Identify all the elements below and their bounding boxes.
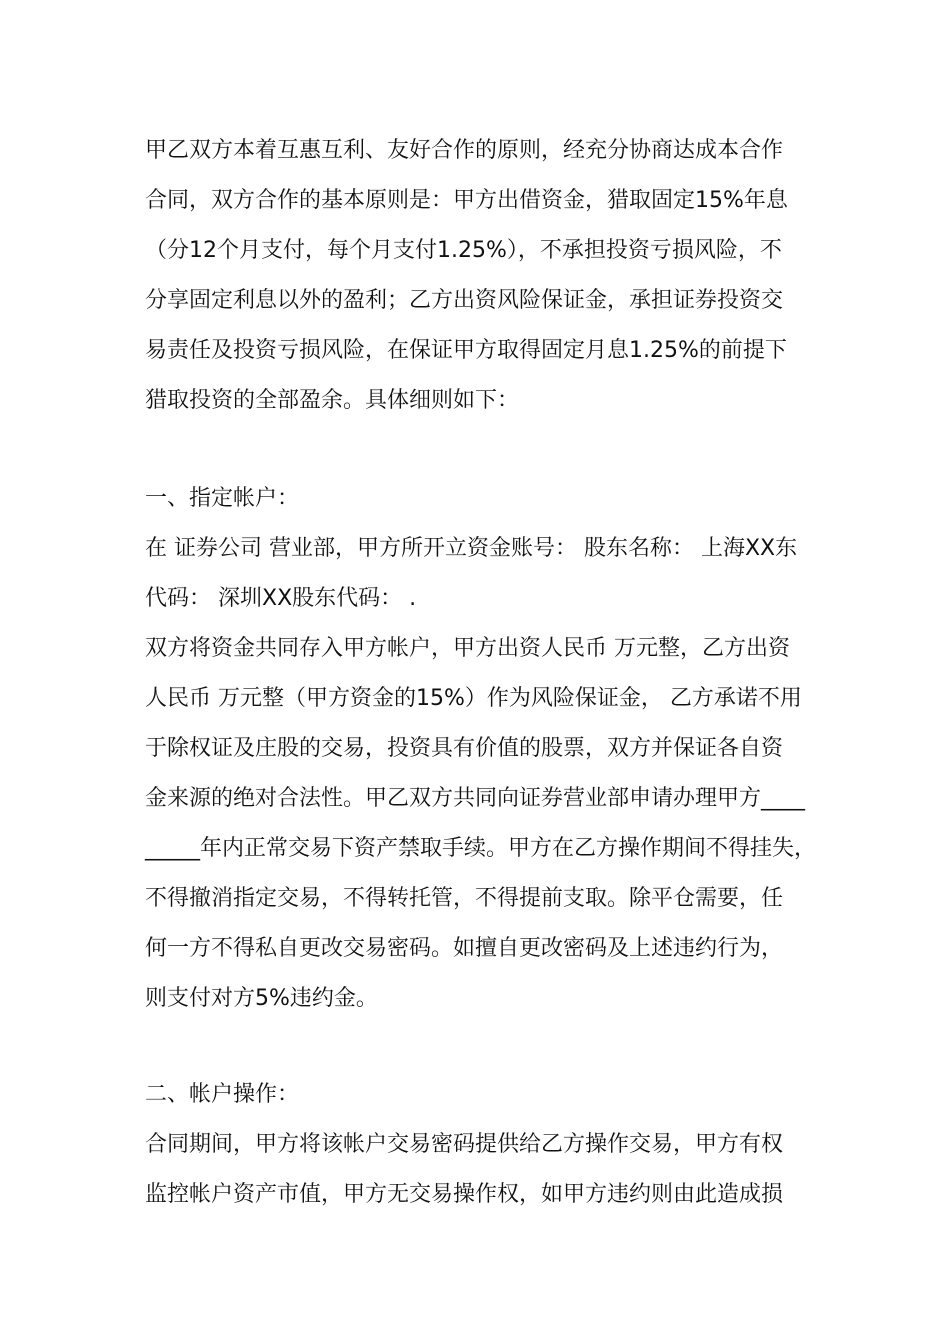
section-heading: 二、帐户操作： — [145, 1082, 300, 1107]
text-line: 双方将资金共同存入甲方帐户，甲方出资人民币 万元整，乙方出资 — [145, 636, 790, 661]
text-line: 在 证券公司 营业部，甲方所开立资金账号： 股东名称： 上海XX东 — [145, 536, 798, 561]
text-line: 分享固定利息以外的盈利；乙方出资风险保证金，承担证券投资交 — [145, 288, 784, 313]
text-line: 合同，双方合作的基本原则是：甲方出借资金，猎取固定15%年息 — [145, 188, 788, 213]
text-line: 甲乙双方本着互惠互利、友好合作的原则，经充分协商达成本合作 — [145, 138, 784, 163]
text-line: 人民币 万元整（甲方资金的15%）作为风险保证金， 乙方承诺不用 — [145, 686, 802, 711]
text-line: 则支付对方5%违约金。 — [145, 986, 378, 1011]
text-line: 代码： 深圳XX股东代码： . — [145, 586, 417, 611]
section-designated-account — [145, 474, 817, 1024]
paragraph-gap — [145, 426, 810, 474]
section-heading: 一、指定帐户： — [145, 486, 300, 511]
text-line: 于除权证及庄股的交易，投资具有价值的股票，双方并保证各自资 — [145, 736, 784, 761]
paragraph-gap — [145, 1024, 810, 1070]
text-line: （分12个月支付，每个月支付1.25%），不承担投资亏损风险，不 — [145, 238, 782, 263]
text-line: 监控帐户资产市值，甲方无交易操作权，如甲方违约则由此造成损 — [145, 1182, 784, 1207]
text-line: 猎取投资的全部盈余。具体细则如下： — [145, 388, 520, 413]
intro-paragraph — [145, 126, 810, 426]
text-line: 易责任及投资亏损风险，在保证甲方取得固定月息1.25%的前提下 — [145, 338, 787, 363]
text-line: 金来源的绝对合法性。甲乙双方共同向证券营业部申请办理甲方____ — [145, 786, 806, 811]
text-line: 不得撤消指定交易，不得转托管，不得提前支取。除平仓需要，任 — [145, 886, 784, 911]
text-line: 何一方不得私自更改交易密码。如擅自更改密码及上述违约行为， — [145, 936, 784, 961]
text-line: _____年内正常交易下资产禁取手续。甲方在乙方操作期间不得挂失， — [145, 836, 817, 861]
section-account-operation — [145, 1070, 810, 1220]
text-line: 合同期间，甲方将该帐户交易密码提供给乙方操作交易，甲方有权 — [145, 1132, 784, 1157]
document-body — [145, 126, 817, 1220]
